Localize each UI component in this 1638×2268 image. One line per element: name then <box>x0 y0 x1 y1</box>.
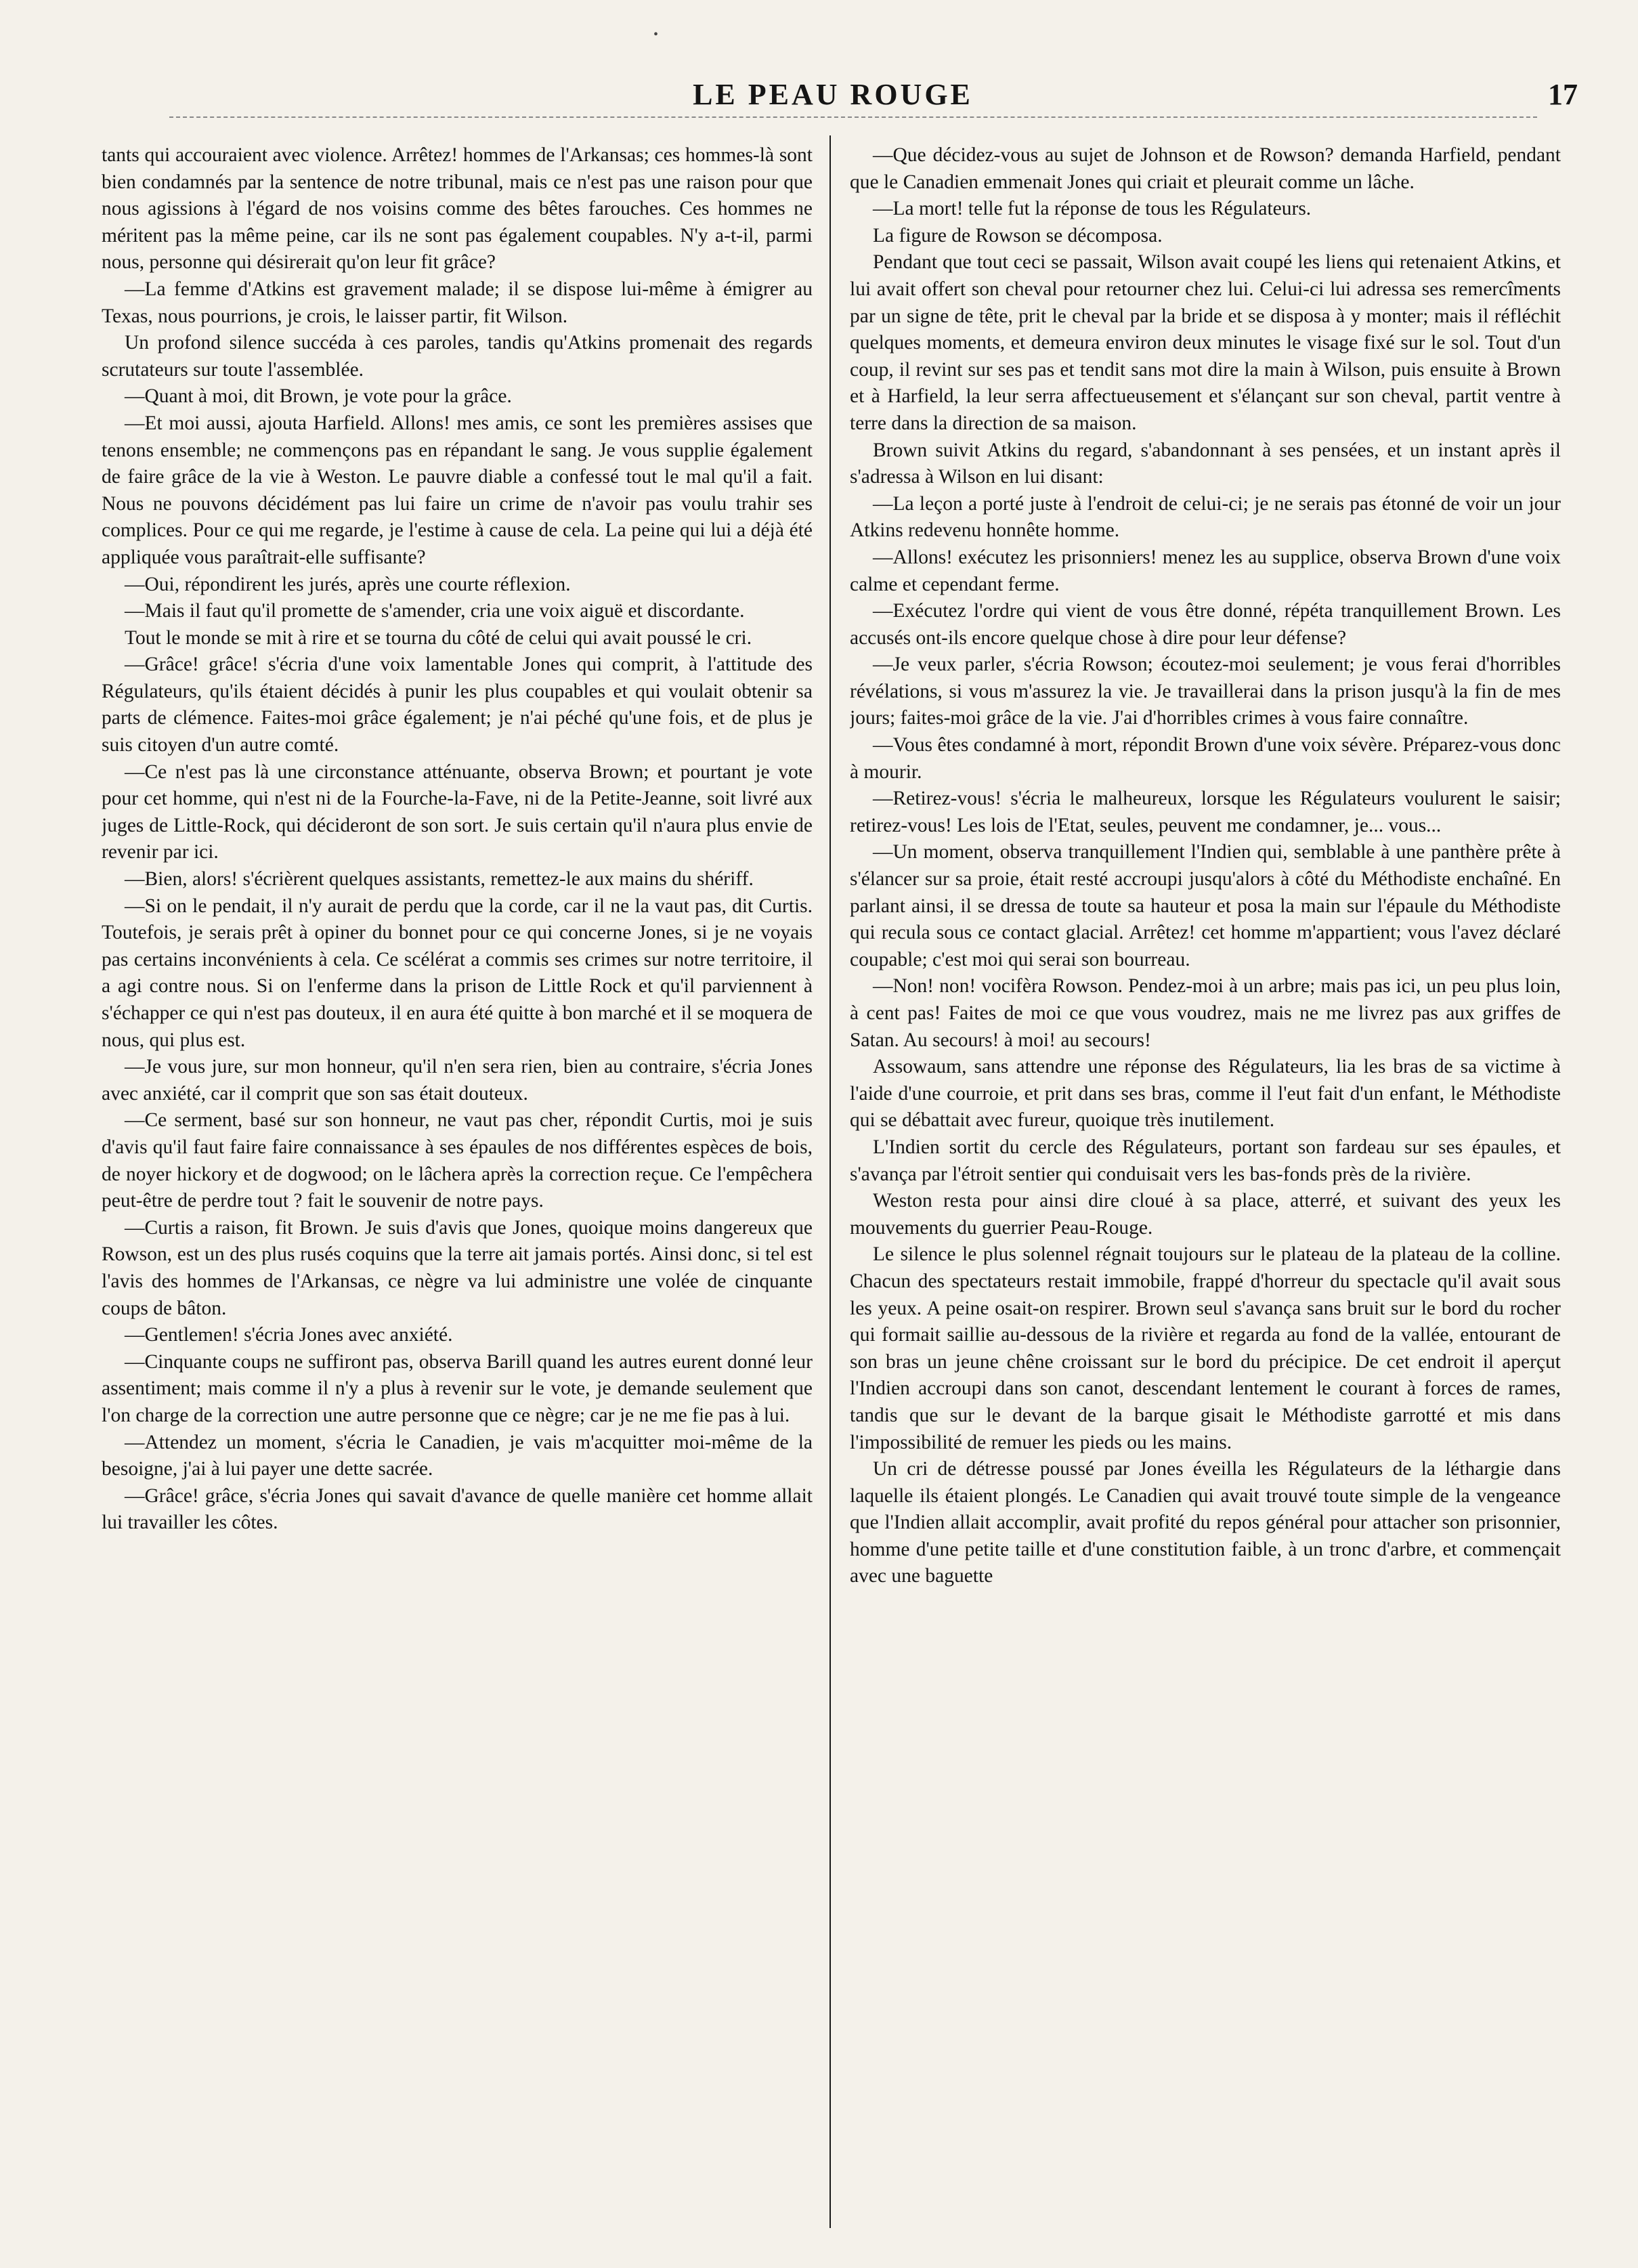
paragraph: —Attendez un moment, s'écria le Canadien, je vais m'acquitter moi-même de la besoigne, j'ai à lui payer une dette sacrée. <box>102 1431 813 1480</box>
paragraph: —Oui, répondirent les jurés, après une courte réflexion. <box>125 573 571 595</box>
paragraph: —Je veux parler, s'écria Rowson; écoutez-moi seulement; je vous ferai d'horribles révélations, si vous m'assurez la vie. Je travaillerai dans la prison jusqu'à la fin de mes jours; faites-moi grâce de la vie. J'ai d'horribles crimes à vous faire connaître. <box>850 654 1561 729</box>
paragraph: Assowaum, sans attendre une réponse des Régulateurs, lia les bras de sa victime à l'aide d'une courroie, et prit dans ses bras, comme il l'eut fait d'un enfant, le Méthodiste qui se débattait avec fureur, quoique très inutilement. <box>850 1056 1561 1132</box>
header-rule <box>169 116 1537 118</box>
paragraph: —La femme d'Atkins est gravement malade; il se dispose lui-même à émigrer au Texas, nous pourrions, je crois, le laisser partir, fit Wilson. <box>102 278 813 327</box>
paragraph: tants qui accouraient avec violence. Arrêtez! hommes de l'Arkansas; ces hommes-là sont bien condamnés par la sentence de notre tribunal, mais ce n'est pas une raison pour que nous agissions à l'égard de nos voisins comme des bêtes farouches. Ces hommes ne méritent pas la même peine, car ils ne sont pas également coupables. N'y a-t-il, parmi nous, personne qui désirerait qu'on leur fit grâce? <box>102 144 813 274</box>
paragraph: —Grâce! grâce! s'écria d'une voix lamentable Jones qui comprit, à l'attitude des Régulateurs, qu'ils étaient décidés à punir les plus coupables et qui voulait obtenir sa parts de clémence. Faites-moi grâce également; je n'ai péché qu'une fois, et de plus je suis citoyen d'un autre comté. <box>102 654 813 756</box>
paragraph: —Grâce! grâce, s'écria Jones qui savait d'avance de quelle manière cet homme allait lui travailler les côtes. <box>102 1484 813 1534</box>
paragraph: La figure de Rowson se décomposa. <box>873 224 1163 247</box>
running-title: LE PEAU ROUGE <box>693 78 973 111</box>
paragraph: —La leçon a porté juste à l'endroit de celui-ci; je ne serais pas étonné de voir un jour Atkins redevenu honnête homme. <box>850 492 1561 542</box>
paragraph: —Et moi aussi, ajouta Harfield. Allons! mes amis, ce sont les premières assises que tenons ensemble; ne commençons pas en répandant le sang. Je vous supplie également de faire grâce de la vie à Weston. Le pauvre diable a confessé tout le mal qu'il a fait. Nous ne pouvons décidément pas lui faire un crime de n'avoir pas voulu trahir ses complices. Pour ce qui me regarde, je l'estime à cause de cela. La peine qui lui a déjà été appliquée vous paraîtrait-elle suffisante? <box>102 412 813 568</box>
paragraph: —Allons! exécutez les prisonniers! menez les au supplice, observa Brown d'une voix calme et cependant ferme. <box>850 546 1561 595</box>
paragraph: Pendant que tout ceci se passait, Wilson avait coupé les liens qui retenaient Atkins, et lui avait offert son cheval pour retourner chez lui. Celui-ci lui adressa ses remercîments par un signe de tête, prit le cheval par la bride et se disposa à y monter; mais il réfléchit quelques moments, et demeura environ deux minutes le visage fixé sur le sol. Tout d'un coup, il revint sur ses pas et tendit sans mot dire la main à Wilson, puis ensuite à Brown et à Harfield, la leur serra affectueusement et s'élançant sur son cheval, partit ventre à terre dans la direction de sa maison. <box>850 251 1561 434</box>
paragraph: —Curtis a raison, fit Brown. Je suis d'avis que Jones, quoique moins dangereux que Rowson, est un des plus rusés coquins que la terre ait jamais portés. Ainsi donc, si tel est l'avis des hommes de l'Arkansas, ce nègre va lui administre une volée de cinquante coups de bâton. <box>102 1216 813 1319</box>
paragraph: —Ce serment, basé sur son honneur, ne vaut pas cher, répondit Curtis, moi je suis d'avis qu'il faut faire faire connaissance à ses épaules de nos différentes espèces de bois, de noyer hickory et de dogwood; on le lâchera après la correction reçue. Ce l'empêchera peut-être de perdre tout ? fait le souvenir de notre pays. <box>102 1109 813 1212</box>
page-number: 17 <box>1548 78 1578 111</box>
paragraph: —Cinquante coups ne suffiront pas, observa Barill quand les autres eurent donné leur assentiment; mais comme il n'y a plus à revenir sur le vote, je demande seulement que l'on charge de la correction une autre personne que ce nègre; car je ne me fie pas à lui. <box>102 1350 813 1426</box>
paragraph: —Je vous jure, sur mon honneur, qu'il n'en sera rien, bien au contraire, s'écria Jones avec anxiété, car il comprit que son sas était douteux. <box>102 1056 813 1105</box>
paragraph: —Retirez-vous! s'écria le malheureux, lorsque les Régulateurs voulurent le saisir; retirez-vous! Les lois de l'Etat, seules, peuvent me condamner, je... vous... <box>850 788 1561 836</box>
paragraph: Un profond silence succéda à ces paroles, tandis qu'Atkins promenait des regards scrutateurs sur toute l'assemblée. <box>102 332 813 381</box>
paragraph: Le silence le plus solennel régnait toujours sur le plateau de la plateau de la colline. Chacun des spectateurs restait immobile, frappé d'horreur du spectacle qu'il avait sous les yeux. A peine osait-on respirer. Brown seul s'avança sans bruit sur le bord du rocher qui formait saillie au-dessous de la rivière et regarda au fond de la vallée, entourant de son bras un jeune chêne croissant sur le bord du précipice. De cet endroit il aperçut l'Indien accroupi dans son canot, descendant lentement le courant à forces de rames, tandis que sur le devant de la barque gisait le Méthodiste garrotté et mis dans l'impossibilité de remuer les pieds ou les mains. <box>850 1243 1561 1453</box>
paragraph: —Mais il faut qu'il promette de s'amender, cria une voix aiguë et discordante. <box>125 600 745 622</box>
paragraph: —Que décidez-vous au sujet de Johnson et de Rowson? demanda Harfield, pendant que le Canadien emmenait Jones qui criait et pleurait comme un lâche. <box>850 144 1561 193</box>
paragraph: —La mort! telle fut la réponse de tous les Régulateurs. <box>873 198 1312 220</box>
paragraph: —Un moment, observa tranquillement l'Indien qui, semblable à une panthère prête à s'élancer sur sa proie, était resté accroupi jusqu'alors à côté du Méthodiste enchaîné. En parlant ainsi, il se dressa de toute sa hauteur et posa la main sur l'épaule du Méthodiste qui recula sous ce contact glacial. Arrêtez! cet homme m'appartient; vous l'avez déclaré coupable; c'est moi qui serai son bourreau. <box>850 841 1561 970</box>
page-header <box>88 73 1578 121</box>
paragraph: —Ce n'est pas là une circonstance atténuante, observa Brown; et pourtant je vote pour cet homme, qui n'est ni de la Fourche-la-Fave, ni de la Petite-Jeanne, soit livré aux juges de Little-Rock, qui décideront de son sort. Je suis certain qu'il n'aura plus envie de revenir par ici. <box>102 761 813 863</box>
paragraph: Tout le monde se mit à rire et se tourna du côté de celui qui avait poussé le cri. <box>125 626 752 649</box>
column-divider <box>829 135 831 2228</box>
paragraph: —Si on le pendait, il n'y aurait de perdu que la corde, car il ne la vaut pas, dit Curtis. Toutefois, je serais prêt à opiner du bonnet pour ce qui concerne Jones, si je ne voyais pas certains inconvénients à cela. Ce scélérat a commis ses crimes sur notre territoire, il a agi contre nous. Si on l'enferme dans la prison de Little Rock et qu'il parviennent à s'échapper ce qui n'est pas douteux, il en aura été quitte à bon marché et il se moquera de nous, qui plus est. <box>102 895 813 1051</box>
right-column <box>850 142 1561 2228</box>
paragraph: Un cri de détresse poussé par Jones éveilla les Régulateurs de la léthargie dans laquelle ils étaient plongés. Le Canadien qui avait trouvé toute simple de la vengeance que l'Indien allait accomplir, avait profité du repos général pour attacher son prisonnier, homme d'une petite taille et d'une constitution faible, à un tronc d'arbre, et commençait avec une baguette <box>850 1458 1561 1587</box>
paragraph: —Non! non! vocifèra Rowson. Pendez-moi à un arbre; mais pas ici, un peu plus loin, à cent pas! Faites de moi ce que vous voudrez, mais ne me livrez pas aux griffes de Satan. Au secours! à moi! au secours! <box>850 975 1561 1051</box>
left-column <box>102 142 813 2228</box>
paragraph: L'Indien sortit du cercle des Régulateurs, portant son fardeau sur ses épaules, et s'avança par l'étroit sentier qui conduisait vers les bas-fonds près de la rivière. <box>850 1136 1561 1185</box>
paragraph: Weston resta pour ainsi dire cloué à sa place, atterré, et suivant des yeux les mouvements du guerrier Peau-Rouge. <box>850 1190 1561 1239</box>
paragraph: —Bien, alors! s'écrièrent quelques assistants, remettez-le aux mains du shériff. <box>125 868 754 891</box>
paragraph: —Vous êtes condamné à mort, répondit Brown d'une voix sévère. Préparez-vous donc à mourir. <box>850 734 1561 783</box>
ornament-dot: • <box>653 27 659 42</box>
paragraph: —Quant à moi, dit Brown, je vote pour la grâce. <box>125 385 512 408</box>
paragraph: —Exécutez l'ordre qui vient de vous être donné, répéta tranquillement Brown. Les accusés ont-ils encore quelque chose à dire pour leur défense? <box>850 600 1561 649</box>
paragraph: —Gentlemen! s'écria Jones avec anxiété. <box>125 1324 453 1346</box>
paragraph: Brown suivit Atkins du regard, s'abandonnant à ses pensées, et un instant après il s'adressa à Wilson en lui disant: <box>850 439 1561 488</box>
